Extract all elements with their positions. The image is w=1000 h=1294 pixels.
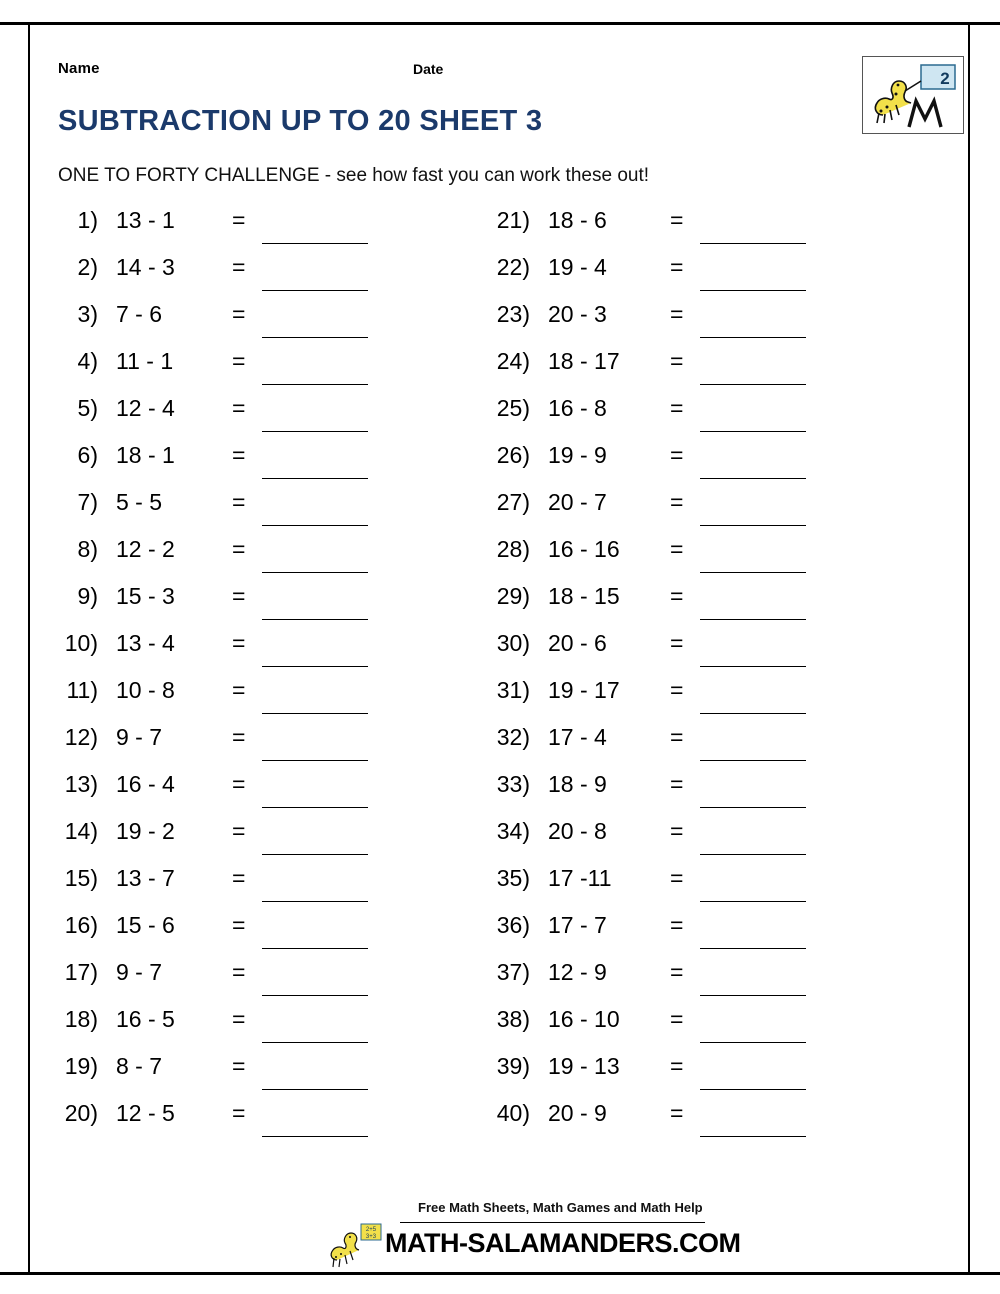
equals-sign: = bbox=[232, 818, 246, 844]
problem-expression: 9 - 7 bbox=[116, 959, 163, 985]
problem-row bbox=[478, 440, 908, 487]
answer-blank[interactable] bbox=[262, 452, 368, 479]
equals-sign: = bbox=[670, 677, 684, 703]
problem-row bbox=[52, 769, 472, 816]
equals-sign: = bbox=[670, 724, 684, 750]
footer-tagline: Free Math Sheets, Math Games and Math Help bbox=[418, 1200, 703, 1215]
answer-blank[interactable] bbox=[262, 217, 368, 244]
problem-row bbox=[52, 581, 472, 628]
answer-blank[interactable] bbox=[700, 875, 806, 902]
answer-blank[interactable] bbox=[700, 1110, 806, 1137]
problem-row bbox=[478, 252, 908, 299]
problem-row bbox=[52, 205, 472, 252]
problem-expression: 19 - 13 bbox=[548, 1053, 620, 1079]
left-border-rule bbox=[28, 22, 30, 1272]
equals-sign: = bbox=[670, 1053, 684, 1079]
problem-expression: 20 - 8 bbox=[548, 818, 607, 844]
equals-sign: = bbox=[670, 912, 684, 938]
problem-number: 16) bbox=[64, 912, 98, 938]
equals-sign: = bbox=[670, 536, 684, 562]
problem-number: 2) bbox=[77, 254, 98, 280]
equals-sign: = bbox=[670, 301, 684, 327]
problem-expression: 17 - 4 bbox=[548, 724, 607, 750]
problem-row bbox=[52, 910, 472, 957]
problem-number: 27) bbox=[496, 489, 530, 515]
problem-number: 19) bbox=[64, 1053, 98, 1079]
svg-text:3+3: 3+3 bbox=[365, 1234, 377, 1240]
answer-blank[interactable] bbox=[700, 781, 806, 808]
equals-sign: = bbox=[670, 630, 684, 656]
problem-number: 5) bbox=[77, 395, 98, 421]
problem-number: 28) bbox=[496, 536, 530, 562]
name-label: Name bbox=[58, 60, 100, 77]
problem-row bbox=[478, 205, 908, 252]
problem-number: 17) bbox=[64, 959, 98, 985]
problem-number: 21) bbox=[496, 207, 530, 233]
problem-number: 10) bbox=[64, 630, 98, 656]
problem-expression: 18 - 6 bbox=[548, 207, 607, 233]
problem-expression: 18 - 1 bbox=[116, 442, 175, 468]
answer-blank[interactable] bbox=[262, 1063, 368, 1090]
equals-sign: = bbox=[670, 442, 684, 468]
problem-number: 20) bbox=[64, 1100, 98, 1126]
equals-sign: = bbox=[232, 724, 246, 750]
problem-expression: 19 - 17 bbox=[548, 677, 620, 703]
problem-expression: 12 - 5 bbox=[116, 1100, 175, 1126]
equals-sign: = bbox=[670, 348, 684, 374]
problem-row bbox=[52, 863, 472, 910]
problem-number: 31) bbox=[496, 677, 530, 703]
problem-row bbox=[478, 957, 908, 1004]
problem-number: 35) bbox=[496, 865, 530, 891]
problem-row bbox=[52, 487, 472, 534]
problem-expression: 12 - 9 bbox=[548, 959, 607, 985]
problem-row bbox=[478, 534, 908, 581]
problem-expression: 19 - 2 bbox=[116, 818, 175, 844]
problem-row bbox=[478, 581, 908, 628]
footer-divider bbox=[400, 1222, 705, 1223]
problem-row bbox=[52, 957, 472, 1004]
footer bbox=[0, 1192, 1000, 1272]
problem-row bbox=[478, 910, 908, 957]
problem-row bbox=[52, 1004, 472, 1051]
problem-number: 34) bbox=[496, 818, 530, 844]
answer-blank[interactable] bbox=[700, 405, 806, 432]
problem-number: 37) bbox=[496, 959, 530, 985]
problem-number: 32) bbox=[496, 724, 530, 750]
problem-expression: 20 - 9 bbox=[548, 1100, 607, 1126]
answer-blank[interactable] bbox=[262, 405, 368, 432]
equals-sign: = bbox=[232, 583, 246, 609]
equals-sign: = bbox=[670, 818, 684, 844]
problem-expression: 15 - 6 bbox=[116, 912, 175, 938]
problem-row bbox=[478, 487, 908, 534]
problem-expression: 11 - 1 bbox=[116, 348, 174, 374]
problem-expression: 13 - 4 bbox=[116, 630, 175, 656]
problem-expression: 16 - 8 bbox=[548, 395, 607, 421]
problem-number: 39) bbox=[496, 1053, 530, 1079]
problem-expression: 12 - 4 bbox=[116, 395, 175, 421]
problem-expression: 9 - 7 bbox=[116, 724, 163, 750]
problem-expression: 7 - 6 bbox=[116, 301, 163, 327]
problem-expression: 18 - 9 bbox=[548, 771, 607, 797]
problem-row bbox=[478, 1098, 908, 1145]
problem-expression: 17 - 7 bbox=[548, 912, 607, 938]
answer-blank[interactable] bbox=[262, 546, 368, 573]
equals-sign: = bbox=[670, 865, 684, 891]
problem-expression: 16 - 16 bbox=[548, 536, 620, 562]
equals-sign: = bbox=[670, 207, 684, 233]
answer-blank[interactable] bbox=[700, 311, 806, 338]
answer-blank[interactable] bbox=[262, 640, 368, 667]
equals-sign: = bbox=[232, 1053, 246, 1079]
problem-number: 12) bbox=[64, 724, 98, 750]
equals-sign: = bbox=[232, 1006, 246, 1032]
problem-row bbox=[52, 675, 472, 722]
equals-sign: = bbox=[232, 207, 246, 233]
problem-number: 4) bbox=[77, 348, 98, 374]
answer-blank[interactable] bbox=[700, 1063, 806, 1090]
problem-row bbox=[478, 1004, 908, 1051]
date-label: Date bbox=[413, 61, 444, 77]
answer-blank[interactable] bbox=[262, 969, 368, 996]
problem-expression: 19 - 4 bbox=[548, 254, 607, 280]
footer-brand: MATH-SALAMANDERS.COM bbox=[385, 1228, 741, 1258]
problem-expression: 20 - 6 bbox=[548, 630, 607, 656]
problem-number: 11) bbox=[66, 677, 98, 703]
answer-blank[interactable] bbox=[262, 875, 368, 902]
problem-row bbox=[52, 1051, 472, 1098]
problem-expression: 20 - 3 bbox=[548, 301, 607, 327]
problem-expression: 16 - 10 bbox=[548, 1006, 620, 1032]
problem-row bbox=[478, 769, 908, 816]
answer-blank[interactable] bbox=[262, 311, 368, 338]
problem-number: 29) bbox=[496, 583, 530, 609]
answer-blank[interactable] bbox=[262, 781, 368, 808]
answer-blank[interactable] bbox=[700, 593, 806, 620]
problem-row bbox=[52, 1098, 472, 1145]
problem-expression: 12 - 2 bbox=[116, 536, 175, 562]
problem-number: 7) bbox=[77, 489, 98, 515]
equals-sign: = bbox=[670, 395, 684, 421]
svg-text:2+5: 2+5 bbox=[365, 1227, 377, 1233]
problem-row bbox=[478, 393, 908, 440]
problem-row bbox=[478, 675, 908, 722]
answer-blank[interactable] bbox=[700, 734, 806, 761]
answer-blank[interactable] bbox=[262, 922, 368, 949]
problem-row bbox=[478, 299, 908, 346]
problem-number: 6) bbox=[77, 442, 98, 468]
answer-blank[interactable] bbox=[262, 828, 368, 855]
equals-sign: = bbox=[232, 677, 246, 703]
problem-row bbox=[52, 440, 472, 487]
problem-number: 30) bbox=[496, 630, 530, 656]
svg-text:2: 2 bbox=[940, 69, 950, 88]
equals-sign: = bbox=[232, 630, 246, 656]
equals-sign: = bbox=[232, 959, 246, 985]
equals-sign: = bbox=[232, 395, 246, 421]
problem-row bbox=[478, 863, 908, 910]
problem-expression: 8 - 7 bbox=[116, 1053, 163, 1079]
problem-number: 26) bbox=[496, 442, 530, 468]
problem-row bbox=[478, 628, 908, 675]
salamander-logo-icon bbox=[863, 57, 963, 133]
equals-sign: = bbox=[232, 254, 246, 280]
right-border-rule bbox=[968, 22, 970, 1272]
salamander-logo bbox=[862, 56, 964, 134]
problem-number: 23) bbox=[496, 301, 530, 327]
equals-sign: = bbox=[232, 865, 246, 891]
problem-expression: 17 -11 bbox=[548, 865, 612, 891]
problems-column-right bbox=[478, 205, 908, 1145]
problem-expression: 20 - 7 bbox=[548, 489, 607, 515]
problem-number: 22) bbox=[496, 254, 530, 280]
problem-expression: 18 - 17 bbox=[548, 348, 620, 374]
equals-sign: = bbox=[232, 348, 246, 374]
answer-blank[interactable] bbox=[700, 358, 806, 385]
page-title: SUBTRACTION UP TO 20 SHEET 3 bbox=[58, 105, 543, 137]
answer-blank[interactable] bbox=[262, 264, 368, 291]
problem-number: 33) bbox=[496, 771, 530, 797]
problem-row bbox=[478, 722, 908, 769]
answer-blank[interactable] bbox=[700, 217, 806, 244]
equals-sign: = bbox=[670, 254, 684, 280]
answer-blank[interactable] bbox=[262, 687, 368, 714]
equals-sign: = bbox=[232, 771, 246, 797]
problem-expression: 14 - 3 bbox=[116, 254, 175, 280]
answer-blank[interactable] bbox=[262, 358, 368, 385]
problem-row bbox=[52, 628, 472, 675]
problem-row bbox=[52, 346, 472, 393]
page-subtitle: ONE TO FORTY CHALLENGE - see how fast you can work these out! bbox=[58, 165, 650, 186]
bottom-border-rule bbox=[0, 1272, 1000, 1275]
equals-sign: = bbox=[232, 442, 246, 468]
problem-expression: 16 - 4 bbox=[116, 771, 175, 797]
answer-blank[interactable] bbox=[700, 452, 806, 479]
problems-column-left bbox=[52, 205, 472, 1145]
equals-sign: = bbox=[670, 583, 684, 609]
problem-row bbox=[478, 1051, 908, 1098]
problem-number: 15) bbox=[64, 865, 98, 891]
answer-blank[interactable] bbox=[700, 922, 806, 949]
problem-number: 8) bbox=[77, 536, 98, 562]
problem-number: 13) bbox=[64, 771, 98, 797]
problem-row bbox=[478, 346, 908, 393]
problem-row bbox=[52, 299, 472, 346]
answer-blank[interactable] bbox=[700, 499, 806, 526]
problem-expression: 13 - 7 bbox=[116, 865, 175, 891]
equals-sign: = bbox=[232, 489, 246, 515]
equals-sign: = bbox=[670, 489, 684, 515]
answer-blank[interactable] bbox=[700, 546, 806, 573]
equals-sign: = bbox=[232, 536, 246, 562]
problem-expression: 16 - 5 bbox=[116, 1006, 175, 1032]
answer-blank[interactable] bbox=[262, 1110, 368, 1137]
answer-blank[interactable] bbox=[700, 640, 806, 667]
top-border-rule bbox=[0, 22, 1000, 25]
equals-sign: = bbox=[670, 1100, 684, 1126]
problem-number: 18) bbox=[64, 1006, 98, 1032]
equals-sign: = bbox=[670, 1006, 684, 1032]
problem-number: 36) bbox=[496, 912, 530, 938]
problem-number: 40) bbox=[496, 1100, 530, 1126]
problem-expression: 10 - 8 bbox=[116, 677, 175, 703]
problem-expression: 15 - 3 bbox=[116, 583, 175, 609]
problem-number: 14) bbox=[64, 818, 98, 844]
answer-blank[interactable] bbox=[700, 828, 806, 855]
problem-row bbox=[52, 816, 472, 863]
problem-number: 24) bbox=[496, 348, 530, 374]
equals-sign: = bbox=[670, 959, 684, 985]
problem-row bbox=[478, 816, 908, 863]
problem-number: 25) bbox=[496, 395, 530, 421]
equals-sign: = bbox=[670, 771, 684, 797]
answer-blank[interactable] bbox=[262, 1016, 368, 1043]
problem-expression: 18 - 15 bbox=[548, 583, 620, 609]
equals-sign: = bbox=[232, 1100, 246, 1126]
answer-blank[interactable] bbox=[262, 499, 368, 526]
problem-number: 38) bbox=[496, 1006, 530, 1032]
problem-row bbox=[52, 252, 472, 299]
problem-row bbox=[52, 534, 472, 581]
problem-number: 1) bbox=[77, 207, 98, 233]
problem-expression: 13 - 1 bbox=[116, 207, 175, 233]
answer-blank[interactable] bbox=[262, 734, 368, 761]
problem-number: 3) bbox=[77, 301, 98, 327]
problem-row bbox=[52, 393, 472, 440]
problem-row bbox=[52, 722, 472, 769]
problem-expression: 19 - 9 bbox=[548, 442, 607, 468]
problem-number: 9) bbox=[77, 583, 98, 609]
answer-blank[interactable] bbox=[262, 593, 368, 620]
answer-blank[interactable] bbox=[700, 969, 806, 996]
problem-expression: 5 - 5 bbox=[116, 489, 163, 515]
answer-blank[interactable] bbox=[700, 264, 806, 291]
equals-sign: = bbox=[232, 301, 246, 327]
answer-blank[interactable] bbox=[700, 1016, 806, 1043]
answer-blank[interactable] bbox=[700, 687, 806, 714]
equals-sign: = bbox=[232, 912, 246, 938]
